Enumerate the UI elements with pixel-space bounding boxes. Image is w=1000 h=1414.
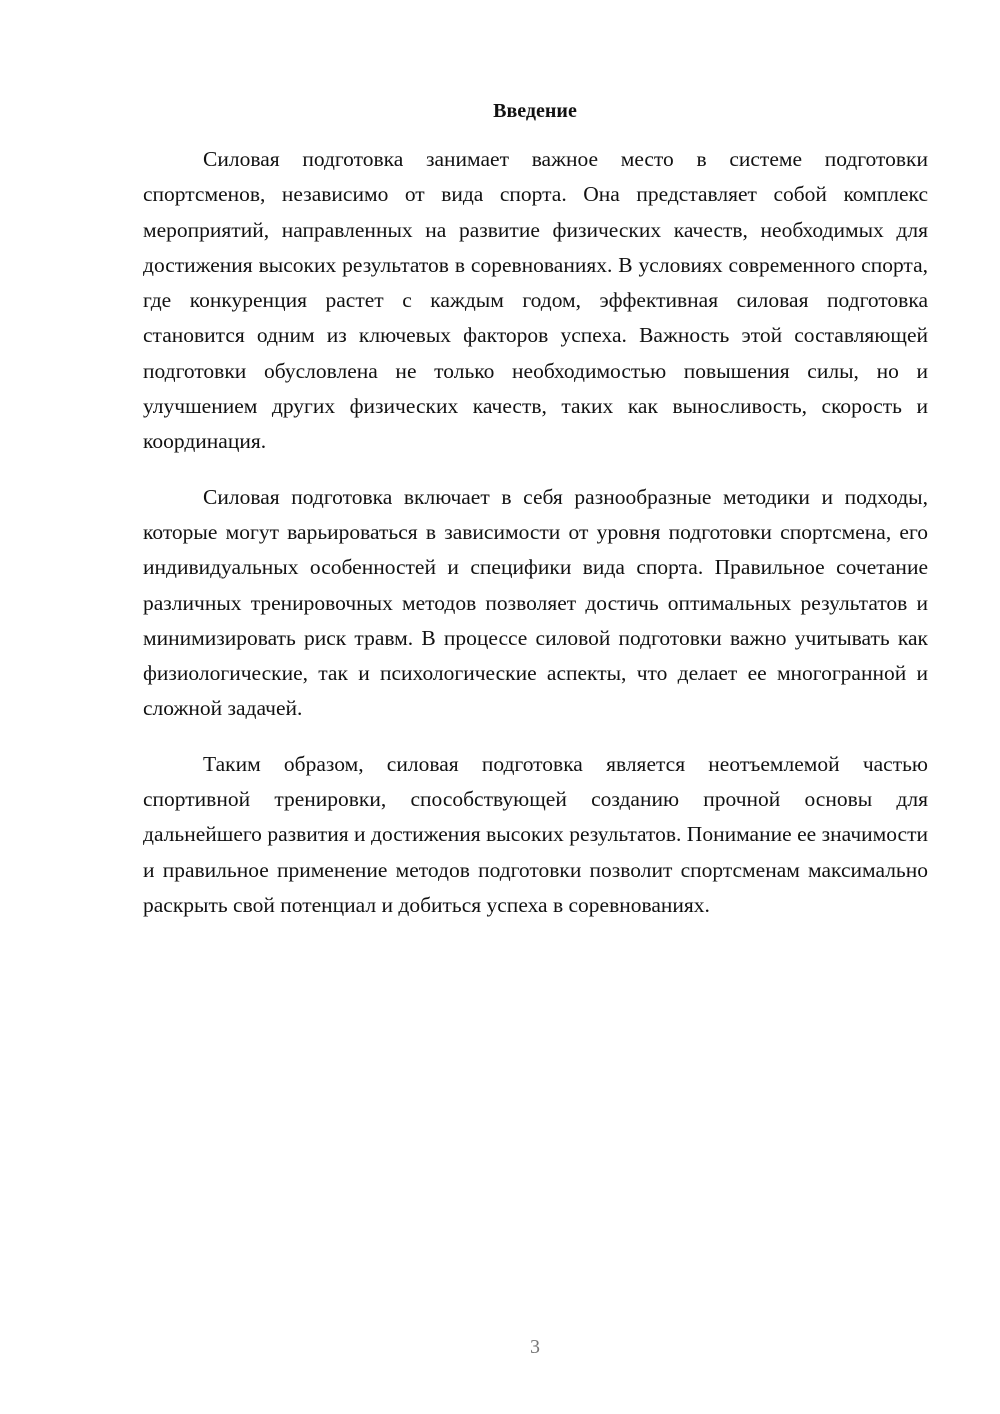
paragraph-1: Силовая подготовка занимает важное место в системе подготовки спортсменов, независимо от вида спорта. Она представляет собой комплекс мероприятий, направленных на развитие физических качеств, необходимых для достижения высоких результатов в соревнованиях. В условиях современного спорта, где конкуренция растет с каждым годом, эффективная силовая подготовка становится одним из ключевых факторов успеха. Важность этой составляющей подготовки обусловлена не только необходимостью повышения силы, но и улучшением других физических качеств, таких как выносливость, скорость и координация. bbox=[143, 147, 928, 454]
section-title: Введение bbox=[493, 100, 577, 122]
page-number: 3 bbox=[530, 1336, 540, 1358]
body-text bbox=[143, 142, 928, 943]
paragraph-2: Силовая подготовка включает в себя разнообразные методики и подходы, которые могут варьироваться в зависимости от уровня подготовки спортсмена, его индивидуальных особенностей и специфики вида спорта. Правильное сочетание различных тренировочных методов позволяет достичь оптимальных результатов и минимизировать риск травм. В процессе силовой подготовки важно учитывать как физиологические, так и психологические аспекты, что делает ее многогранной и сложной задачей. bbox=[143, 484, 928, 721]
paragraph-3: Таким образом, силовая подготовка является неотъемлемой частью спортивной тренировки, способствующей созданию прочной основы для дальнейшего развития и достижения высоких результатов. Понимание ее значимости и правильное применение методов подготовки позволит спортсменам максимально раскрыть свой потенциал и добиться успеха в соревнованиях. bbox=[143, 751, 928, 917]
